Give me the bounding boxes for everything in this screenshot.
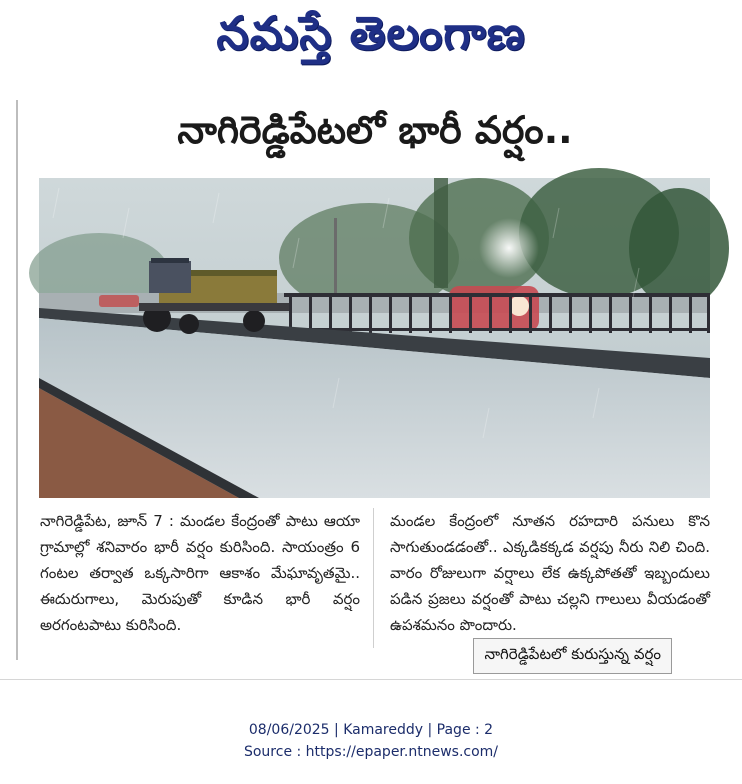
footer-source[interactable]: Source : https://epaper.ntnews.com/ [243, 744, 499, 760]
footer-edition-info: 08/06/2025 | Kamareddy | Page : 2 [248, 722, 494, 738]
footer-divider [0, 679, 742, 680]
newspaper-masthead [0, 0, 742, 80]
article-column-left: నాగిరెడ్డిపేట, జూన్ 7 : మండల కేంద్రంతో పాటు ఆయా గ్రామాల్లో శనివారం భారీ వర్షం కురిసింది. సాయంత్రం 6 గంటల తర్వాత ఒక్కసారిగా ఆకాశం మేఘావృతమై.. ఈదురుగాలు, మెరుపుతో కూడిన భారీ వర్షం అరగంటపాటు కురిసింది. [40, 512, 360, 634]
left-border-line [16, 100, 18, 660]
masthead-title: నమస్తే తెలంగాణ [216, 6, 526, 60]
article-headline: నాగిరెడ్డిపేటలో భారీ వర్షం.. [177, 108, 573, 152]
column-divider [373, 508, 374, 648]
photo-caption: నాగిరెడ్డిపేటలో కురుస్తున్న వర్షం [473, 638, 672, 674]
article-column-right: మండల కేంద్రంలో నూతన రహదారి పనులు కొన సాగుతుండడంతో.. ఎక్కడికక్కడ వర్షపు నీరు నిలి చింది. వారం రోజులుగా వర్షాలు లేక ఉక్కపోతతో ఇబ్బందులు పడిన ప్రజలు వర్షంతో పాటు చల్లని గాలులు వీయడంతో ఉపశమనం పొందారు. [390, 512, 710, 634]
